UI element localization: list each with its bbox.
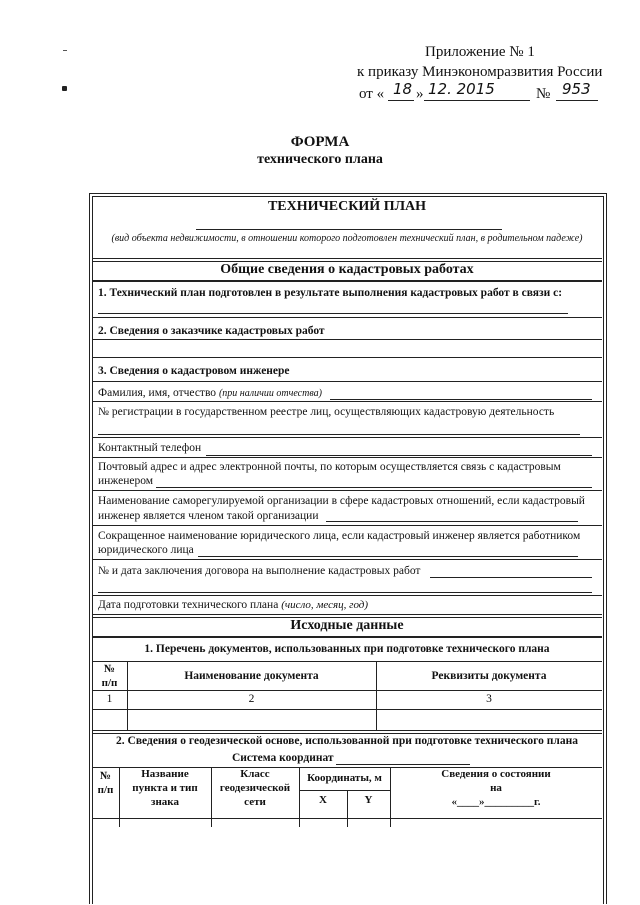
geo-col-y: Y	[364, 794, 373, 806]
list1-title: 1. Перечень документов, использованных при подготовке технического плана	[144, 643, 550, 655]
geo-col-class-2: геодезической	[219, 782, 291, 794]
divider	[92, 733, 602, 734]
geo-col-name-3: знака	[151, 796, 179, 808]
divider	[92, 709, 602, 710]
contract-line	[430, 577, 592, 578]
doc-row-num-3: 3	[486, 693, 492, 705]
doc-col-req-header: Реквизиты документа	[431, 670, 547, 682]
fio-line	[330, 399, 592, 400]
coord-system-line	[336, 764, 470, 765]
divider	[92, 636, 602, 638]
date-day-underline	[388, 100, 414, 101]
divider	[92, 525, 602, 526]
doc-col-name-header: Наименование документа	[184, 670, 319, 682]
sro-label-2: инженер является членом такой организации	[98, 510, 319, 522]
divider	[92, 437, 602, 438]
divider	[92, 357, 602, 358]
divider	[92, 401, 602, 402]
geo-col-state-2: на	[490, 782, 502, 794]
geo-col-coords: Координаты, м	[307, 772, 382, 784]
fio-label	[98, 386, 322, 401]
geo-col-name-1: Название	[141, 768, 189, 780]
divider	[92, 690, 602, 691]
geo-col-class-1: Класс	[240, 768, 270, 780]
divider	[92, 614, 602, 615]
divider	[92, 457, 602, 458]
fio-hint: (при наличии отчества)	[218, 388, 322, 399]
divider	[92, 559, 602, 560]
address-label-2: инженером	[98, 475, 154, 487]
geo-col-class-3: сети	[244, 796, 266, 808]
divider	[92, 490, 602, 491]
doc-row-num-1: 1	[106, 693, 113, 705]
section-source-title: Исходные данные	[290, 618, 404, 633]
order-number-underline	[556, 100, 598, 101]
geo-col-name-2: пункта и тип	[132, 782, 198, 794]
geo-col-state-3: «____»_________г.	[451, 796, 541, 808]
scan-mark	[62, 86, 67, 91]
geo-col-no-2: п/п	[97, 784, 114, 796]
divider	[92, 339, 602, 340]
date-prefix: от «	[359, 86, 385, 102]
form-title: ФОРМА	[290, 134, 350, 150]
date-month-year: 12. 2015	[428, 80, 495, 98]
coord-system-label: Система координат	[232, 752, 334, 764]
prep-date-label	[98, 598, 368, 612]
divider	[92, 595, 602, 596]
reg-number-line	[98, 434, 580, 435]
item2-title: 2. Сведения о заказчике кадастровых работ	[98, 325, 325, 337]
contract-line-2	[98, 592, 592, 593]
contract-label: № и дата заключения договора на выполнение кадастровых работ	[98, 565, 421, 577]
divider	[92, 317, 602, 318]
reg-number-label: № регистрации в государственном реестре лиц, осуществляющих кадастровую деятельность	[98, 406, 555, 418]
geo-col-x: X	[319, 794, 327, 806]
date-mid: »	[416, 86, 424, 102]
date-day: 18	[393, 80, 413, 98]
sro-line	[326, 521, 578, 522]
address-label-1: Почтовый адрес и адрес электронной почты, по которым осуществляется связь с кадастровым	[98, 461, 561, 473]
sro-label-1: Наименование саморегулируемой организации в сфере кадастровых отношений, если кадастровый	[98, 495, 585, 507]
divider	[92, 661, 602, 662]
phone-label: Контактный телефон	[98, 442, 202, 454]
divider	[299, 790, 390, 791]
list2-title: 2. Сведения о геодезической основе, использованной при подготовке технического плана	[116, 735, 578, 747]
number-prefix: №	[536, 86, 551, 102]
geo-col-no-1: №	[99, 770, 112, 782]
doc-col-no-2: п/п	[101, 677, 118, 689]
item1-title: 1. Технический план подготовлен в результате выполнения кадастровых работ в связи с:	[98, 287, 563, 299]
legal-entity-label-2: юридического лица	[98, 544, 194, 556]
address-line	[156, 487, 592, 488]
item3-title: 3. Сведения о кадастровом инженере	[98, 365, 290, 377]
item1-line	[98, 313, 568, 314]
prep-date-text: Дата подготовки технического плана	[98, 599, 279, 611]
object-type-line	[196, 229, 502, 230]
order-label: к приказу Минэкономразвития России	[357, 64, 603, 80]
divider	[92, 381, 602, 382]
divider	[92, 258, 602, 259]
section-general-title: Общие сведения о кадастровых работах	[220, 262, 474, 277]
phone-line	[206, 455, 592, 456]
doc-title: ТЕХНИЧЕСКИЙ ПЛАН	[267, 199, 427, 214]
date-month-underline	[424, 100, 530, 101]
fio-text: Фамилия, имя, отчество	[98, 387, 217, 399]
appendix-label: Приложение № 1	[425, 44, 535, 60]
prep-date-hint: (число, месяц, год)	[281, 599, 369, 611]
geo-col-state-1: Сведения о состоянии	[441, 768, 551, 780]
legal-entity-line	[198, 556, 578, 557]
object-type-hint: (вид объекта недвижимости, в отношении которого подготовлен технический план, в родительном падеже)	[111, 233, 583, 244]
divider	[92, 280, 602, 282]
form-subtitle: технического плана	[257, 152, 383, 167]
legal-entity-label-1: Сокращенное наименование юридического лица, если кадастровый инженер является работником	[98, 530, 581, 542]
doc-col-no-1: №	[103, 663, 116, 675]
doc-row-num-2: 2	[248, 693, 255, 705]
scan-mark	[63, 50, 67, 51]
order-number: 953	[562, 80, 591, 98]
divider	[92, 730, 602, 731]
divider	[92, 818, 602, 819]
